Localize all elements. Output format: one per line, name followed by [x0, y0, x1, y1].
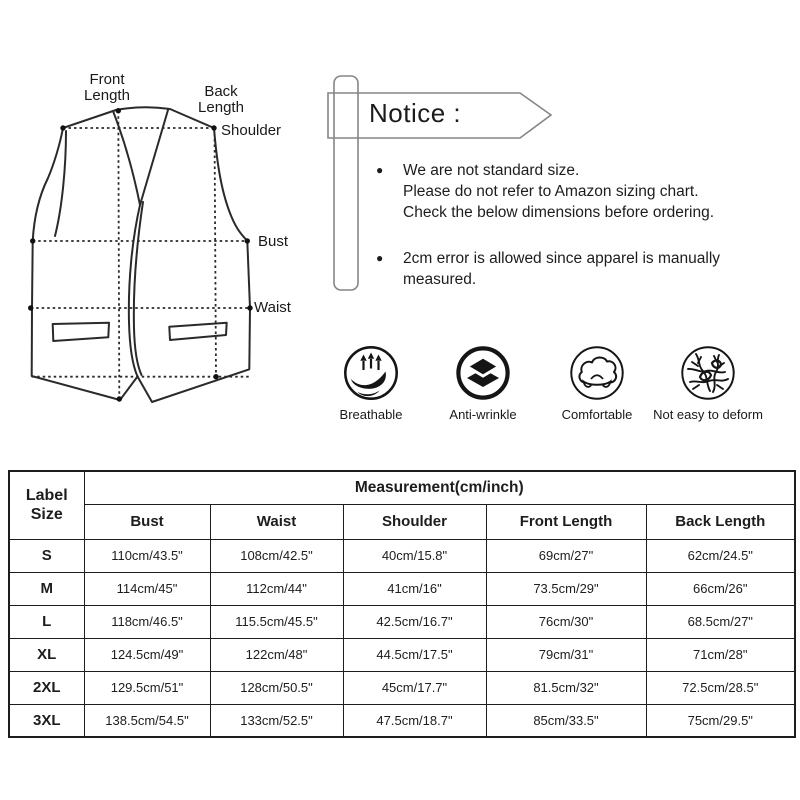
back-length-line1: Back	[204, 83, 238, 100]
cell-bust: 114cm/45"	[84, 572, 210, 605]
cell-shoulder: 41cm/16"	[343, 572, 486, 605]
column-header-row	[9, 504, 795, 539]
column-header-back-length: Back Length	[646, 504, 795, 539]
sign-pole	[334, 76, 358, 290]
cell-front-length: 69cm/27"	[486, 539, 646, 572]
cell-front-length: 85cm/33.5"	[486, 704, 646, 737]
not-easy-to-deform-icon	[679, 344, 737, 402]
back-length-line2: Length	[198, 98, 244, 116]
front-length-label	[62, 72, 152, 103]
cell-waist: 122cm/48"	[210, 638, 343, 671]
cell-bust: 110cm/43.5"	[84, 539, 210, 572]
notice-line: 2cm error is allowed since apparel is manually	[403, 250, 721, 267]
label-size-line1: Label	[25, 487, 68, 505]
feature-not-easy-to-deform	[633, 344, 783, 422]
cell-shoulder: 44.5cm/17.5"	[343, 638, 486, 671]
cell-bust: 118cm/46.5"	[84, 605, 210, 638]
cell-front-length: 79cm/31"	[486, 638, 646, 671]
size-label: 3XL	[9, 704, 84, 737]
measurement-dots	[28, 108, 253, 402]
cell-shoulder: 47.5cm/18.7"	[343, 704, 486, 737]
column-header-front-length: Front Length	[486, 504, 646, 539]
size-label: XL	[9, 638, 84, 671]
cell-back-length: 66cm/26"	[646, 572, 795, 605]
measurement-header-row	[9, 471, 795, 504]
notice-line: Check the below dimensions before ordering.	[403, 204, 715, 221]
notice-line: measured.	[403, 271, 477, 288]
notice-line: Please do not refer to Amazon sizing chart.	[403, 183, 699, 200]
table-row-2xl	[9, 671, 795, 704]
table-row-s	[9, 539, 795, 572]
size-label: S	[9, 539, 84, 572]
feature-label: Not easy to deform	[653, 407, 763, 422]
cell-waist: 108cm/42.5"	[210, 539, 343, 572]
size-chart-table	[8, 470, 796, 738]
size-label: 2XL	[9, 671, 84, 704]
table-row-l	[9, 605, 795, 638]
right-pocket	[169, 323, 226, 340]
column-header-bust: Bust	[84, 504, 210, 539]
feature-label: Anti-wrinkle	[449, 407, 517, 422]
label-size-line2: Size	[30, 506, 63, 524]
cell-waist: 115.5cm/45.5"	[210, 605, 343, 638]
bust-label: Bust	[258, 233, 289, 250]
notice-line: We are not standard size.	[403, 162, 580, 179]
shoulder-label: Shoulder	[221, 122, 282, 139]
cell-bust: 124.5cm/49"	[84, 638, 210, 671]
front-length-line1: Front	[89, 71, 125, 88]
cell-bust: 138.5cm/54.5"	[84, 704, 210, 737]
cell-waist: 133cm/52.5"	[210, 704, 343, 737]
anti-wrinkle-icon	[454, 344, 512, 402]
notice-item	[376, 248, 796, 290]
size-label: L	[9, 605, 84, 638]
feature-label: Comfortable	[561, 407, 633, 422]
label-size-header	[9, 471, 84, 539]
left-pocket	[53, 323, 109, 341]
column-header-shoulder: Shoulder	[343, 504, 486, 539]
back-length-label	[176, 84, 266, 115]
front-length-line2: Length	[84, 86, 130, 104]
cell-front-length: 76cm/30"	[486, 605, 646, 638]
notice-title: Notice :	[369, 98, 462, 128]
cell-waist: 128cm/50.5"	[210, 671, 343, 704]
table-row-xl	[9, 638, 795, 671]
waist-label: Waist	[254, 299, 291, 316]
cell-bust: 129.5cm/51"	[84, 671, 210, 704]
cell-front-length: 81.5cm/32"	[486, 671, 646, 704]
bullet-icon: ●	[376, 251, 384, 265]
breathable-icon	[342, 344, 400, 402]
bullet-icon: ●	[376, 163, 384, 177]
table-row-3xl	[9, 704, 795, 737]
measurement-header: Measurement(cm/inch)	[84, 471, 795, 504]
notice-list	[376, 160, 796, 315]
cell-back-length: 75cm/29.5"	[646, 704, 795, 737]
comfortable-icon	[568, 344, 626, 402]
feature-label: Breathable	[339, 407, 403, 422]
cell-front-length: 73.5cm/29"	[486, 572, 646, 605]
notice-item-text	[403, 248, 720, 290]
cell-shoulder: 42.5cm/16.7"	[343, 605, 486, 638]
column-header-waist: Waist	[210, 504, 343, 539]
cell-back-length: 71cm/28"	[646, 638, 795, 671]
size-label: M	[9, 572, 84, 605]
cell-back-length: 68.5cm/27"	[646, 605, 795, 638]
cell-shoulder: 40cm/15.8"	[343, 539, 486, 572]
cell-shoulder: 45cm/17.7"	[343, 671, 486, 704]
cell-back-length: 62cm/24.5"	[646, 539, 795, 572]
notice-item	[376, 160, 796, 223]
notice-item-text	[403, 160, 714, 223]
cell-waist: 112cm/44"	[210, 572, 343, 605]
cell-back-length: 72.5cm/28.5"	[646, 671, 795, 704]
vest-outline	[32, 107, 250, 402]
table-row-m	[9, 572, 795, 605]
